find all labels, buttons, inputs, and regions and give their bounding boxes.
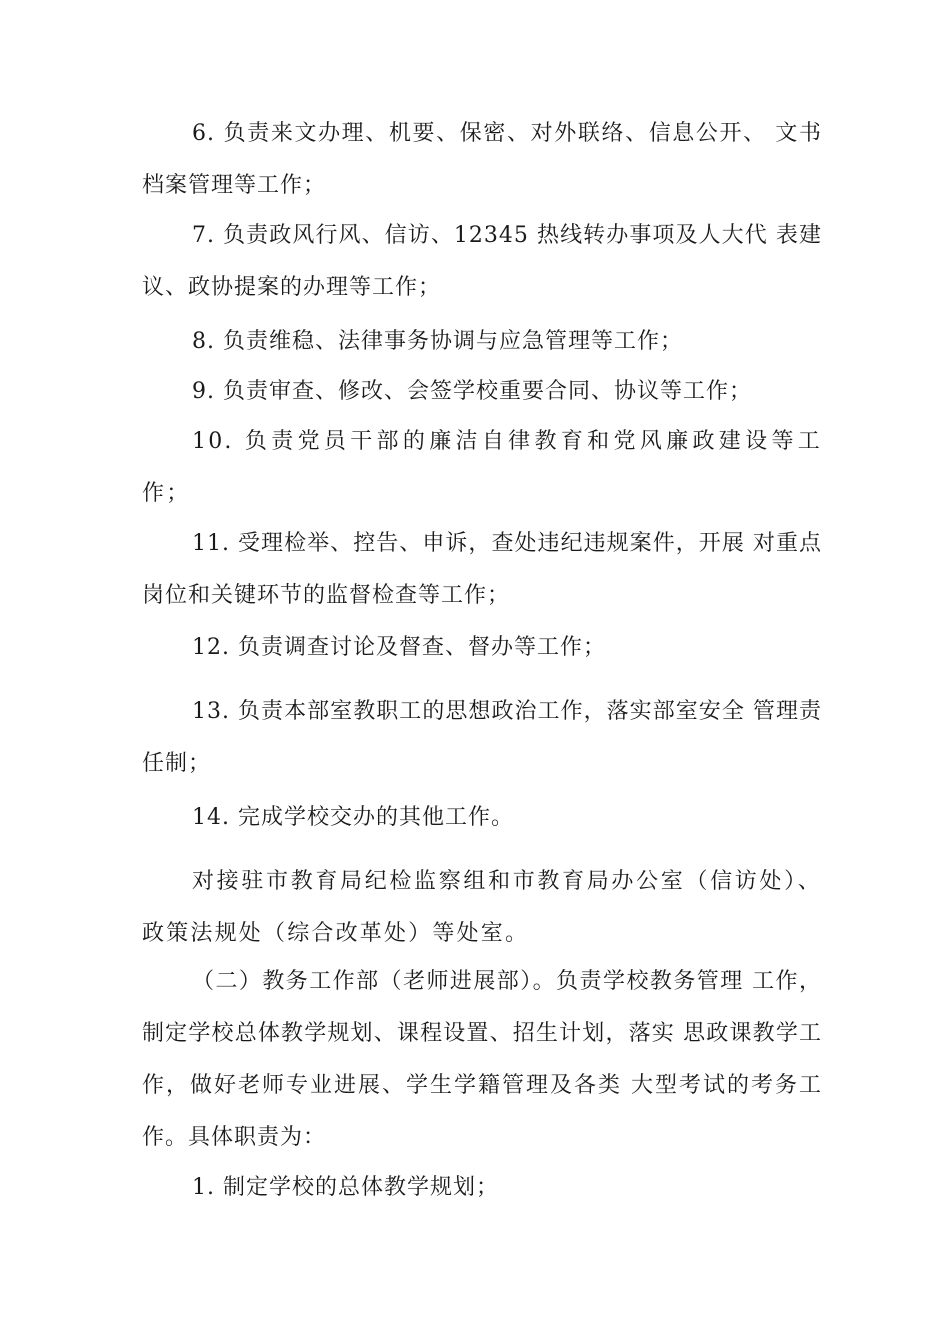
paragraph-item-9: 9. 负责审查、修改、会签学校重要合同、协议等工作； bbox=[192, 379, 752, 404]
paragraph-item-13: 13. 负责本部室教职工的思想政治工作，落实部室安全 管理责任制； bbox=[142, 699, 822, 776]
paragraph-item-11: 11. 受理检举、控告、申诉，查处违纪违规案件，开展 对重点岗位和关键环节的监督检查等工作； bbox=[142, 531, 822, 608]
paragraph-item-6: 6. 负责来文办理、机要、保密、对外联络、信息公开、 文书档案管理等工作； bbox=[142, 121, 822, 198]
paragraph-duty-1: 1. 制定学校的总体教学规划； bbox=[192, 1175, 499, 1200]
paragraph-item-14: 14. 完成学校交办的其他工作。 bbox=[192, 805, 514, 830]
paragraph-item-10: 10. 负责党员干部的廉洁自律教育和党风廉政建设等工作； bbox=[142, 429, 822, 506]
paragraph-item-7: 7. 负责政风行风、信访、12345 热线转办事项及人大代 表建议、政协提案的办理等工作； bbox=[142, 223, 822, 300]
paragraph-section-two: （二）教务工作部（老师进展部）。负责学校教务管理 工作，制定学校总体教学规划、课程设置、招生计划，落实 思政课教学工作，做好老师专业进展、学生学籍管理及各类 大型考试的考务工作。具体职责为： bbox=[142, 969, 822, 1150]
paragraph-item-8: 8. 负责维稳、法律事务协调与应急管理等工作； bbox=[192, 329, 683, 354]
paragraph-liaison: 对接驻市教育局纪检监察组和市教育局办公室（信访处）、政策法规处（综合改革处）等处室。 bbox=[142, 869, 822, 946]
paragraph-item-12: 12. 负责调查讨论及督查、督办等工作； bbox=[192, 635, 606, 660]
